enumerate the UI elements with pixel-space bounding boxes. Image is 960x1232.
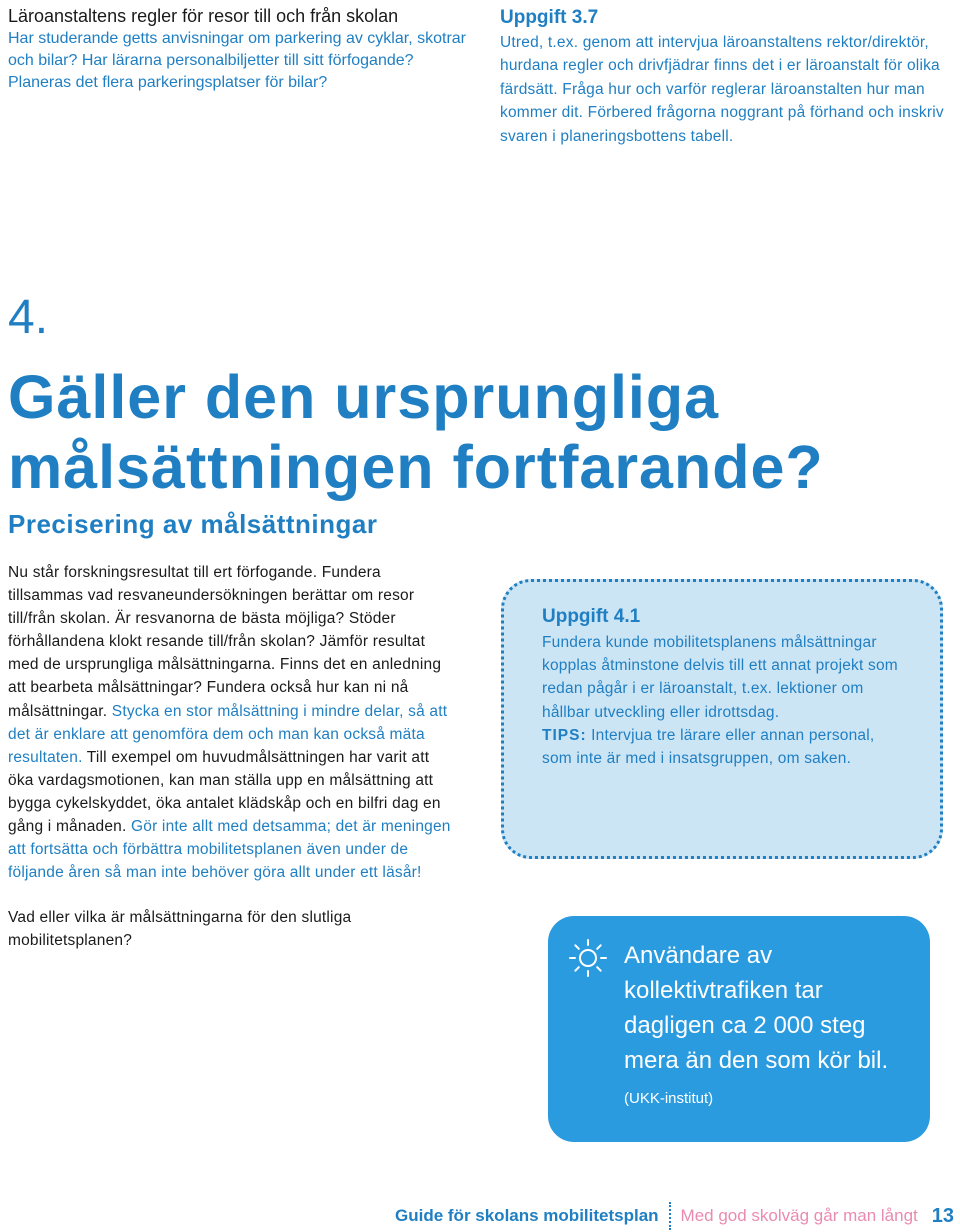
sun-icon — [568, 938, 608, 978]
task-4-1-body: Fundera kunde mobilitetsplanens målsättningar kopplas åtminstone delvis till ett annat projekt som redan pågår i er läroanstalt, t.ex. lektioner om hållbar utveckling eller idrottsdag. — [542, 634, 898, 721]
main-text-part-2: Stycka en stor målsättning i mindre delar, så att det är enklare att genomföra dem och man kan också mäta resultaten. — [8, 702, 448, 766]
footer-guide-title: Guide för skolans mobilitetsplan — [395, 1206, 659, 1225]
main-text-part-1: Nu står forskningsresultat till ert förfogande. Fundera tillsammas vad resvaneundersökningen berättar om resor till/från skolan. Är resvanorna de bästa möjliga? Stöder förhållandena klokt resande till/från skolan? Jämför resultat med de ursprungliga målsättningarna. Finns det en anledning att bearbeta målsättningar? Fundera också hur kan ni nå målsättningar. — [8, 564, 442, 720]
chapter-subtitle: Precisering av målsättningar — [8, 509, 378, 539]
travel-rules-heading: Läroanstaltens regler för resor till och från skolan — [8, 6, 399, 26]
task-4-1-box — [501, 579, 943, 859]
main-paragraph — [8, 561, 454, 884]
fact-source: (UKK-institut) — [624, 1090, 714, 1107]
chapter-title: Gäller den ursprungliga målsättningen fortfarande? — [8, 363, 824, 501]
travel-rules-section — [8, 5, 468, 94]
task-4-1-heading: Uppgift 4.1 — [542, 606, 641, 627]
fact-text: Användare av kollektivtrafiken tar dagligen ca 2 000 steg mera än den som kör bil. — [624, 942, 889, 1074]
task-4-1-text — [542, 631, 904, 770]
fact-box — [548, 916, 930, 1142]
tips-label: TIPS: — [542, 726, 587, 744]
task-3-7-heading: Uppgift 3.7 — [500, 7, 599, 28]
task-3-7-text: Utred, t.ex. genom att intervjua läroanstaltens rektor/direktör, hurdana regler och drivfjädrar finns det i er läroanstalt för olika färdsätt. Fråga hur och varför reglerar läroanstalten hur man kommer dit. Förbered frågorna noggrant på förhand och inskriv svaren i planeringsbottens tabell. — [500, 34, 944, 145]
main-text-column — [8, 561, 454, 953]
travel-rules-text: Har studerande getts anvisningar om parkering av cyklar, skotrar och bilar? Har lärarna personalbiljetter till sitt förfogande? Planeras det flera parkeringsplatser för bilar? — [8, 30, 466, 91]
page-footer — [395, 1200, 954, 1232]
task-3-7 — [500, 5, 955, 148]
main-text-part-3: Till exempel om huvudmålsättningen har varit att öka vardagsmotionen, kan man ställa upp en målsättning att bygga cykelskyddet, öka antalet klädskåp och en bilfri dag en gång i månaden. — [8, 748, 441, 836]
tips-text: Intervjua tre lärare eller annan personal, som inte är med i insatsgruppen, om saken. — [542, 726, 875, 768]
page-number: 13 — [931, 1204, 954, 1227]
main-question: Vad eller vilka är målsättningarna för den slutliga mobilitetsplanen? — [8, 909, 352, 950]
footer-divider — [669, 1202, 671, 1230]
chapter-number: 4. — [8, 291, 49, 344]
footer-tagline: Med god skolväg går man långt — [680, 1206, 918, 1225]
main-text-part-4: Gör inte allt med detsamma; det är meningen att fortsätta och förbättra mobilitetsplanen även under de följande åren så man inte behöver göra allt under ett läsår! — [8, 818, 451, 882]
